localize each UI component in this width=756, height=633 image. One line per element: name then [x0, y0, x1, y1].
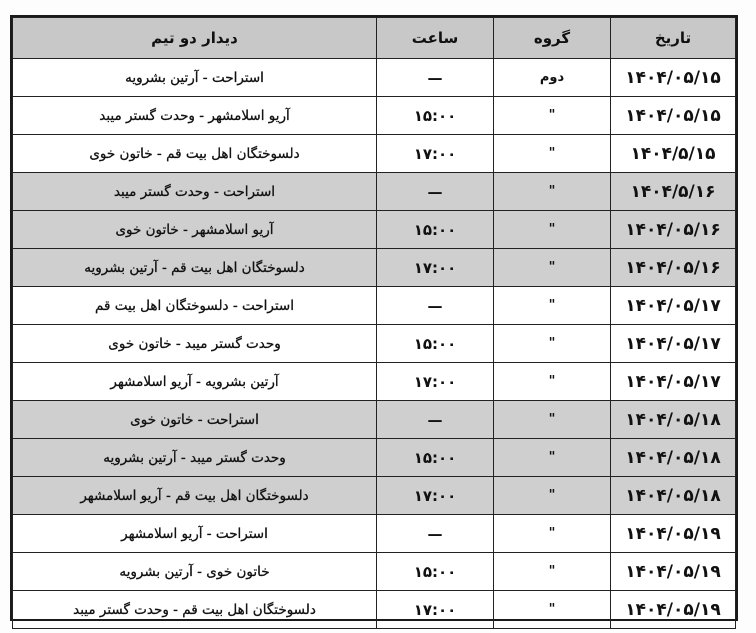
date-cell: ۱۴۰۴/۰۵/۱۸ — [611, 401, 736, 439]
time-cell: — — [377, 515, 494, 553]
group-cell: " — [494, 553, 611, 591]
time-cell: ۱۵:۰۰ — [377, 553, 494, 591]
group-cell: " — [494, 97, 611, 135]
time-cell: ۱۷:۰۰ — [377, 249, 494, 287]
table-row — [13, 591, 736, 629]
date-cell: ۱۴۰۴/۰۵/۱۵ — [611, 97, 736, 135]
table-row — [13, 553, 736, 591]
match-schedule-table — [12, 17, 736, 629]
time-cell: ۱۵:۰۰ — [377, 325, 494, 363]
table-row — [13, 477, 736, 515]
match-cell: استراحت - آرتین بشرویه — [13, 59, 377, 97]
table-row — [13, 211, 736, 249]
match-cell: دلسوختگان اهل بیت قم - خاتون خوی — [13, 135, 377, 173]
date-cell: ۱۴۰۴/۰۵/۱۵ — [611, 59, 736, 97]
group-cell: " — [494, 325, 611, 363]
group-cell: " — [494, 287, 611, 325]
date-cell: ۱۴۰۴/۰۵/۱۸ — [611, 439, 736, 477]
table-row — [13, 59, 736, 97]
group-cell: " — [494, 515, 611, 553]
header-group: گروه — [494, 18, 611, 59]
time-cell: ۱۷:۰۰ — [377, 591, 494, 629]
table-row — [13, 97, 736, 135]
match-cell: دلسوختگان اهل بیت قم - وحدت گستر میبد — [13, 591, 377, 629]
table-row — [13, 135, 736, 173]
date-cell: ۱۴۰۴/۰۵/۱۷ — [611, 287, 736, 325]
match-cell: آریو اسلامشهر - خاتون خوی — [13, 211, 377, 249]
table-row — [13, 249, 736, 287]
group-cell: " — [494, 211, 611, 249]
table-row — [13, 173, 736, 211]
match-cell: آرتین بشرویه - آریو اسلامشهر — [13, 363, 377, 401]
date-cell: ۱۴۰۴/۰۵/۱۶ — [611, 249, 736, 287]
date-cell: ۱۴۰۴/۰۵/۱۷ — [611, 363, 736, 401]
time-cell: ۱۷:۰۰ — [377, 477, 494, 515]
group-cell: " — [494, 591, 611, 629]
group-cell: " — [494, 135, 611, 173]
date-cell: ۱۴۰۴/۰۵/۱۸ — [611, 477, 736, 515]
time-cell: — — [377, 59, 494, 97]
time-cell: ۱۵:۰۰ — [377, 211, 494, 249]
group-cell: " — [494, 249, 611, 287]
date-cell: ۱۴۰۴/۰۵/۱۷ — [611, 325, 736, 363]
group-cell: دوم — [494, 59, 611, 97]
time-cell: — — [377, 173, 494, 211]
schedule-sheet — [10, 15, 738, 621]
match-cell: استراحت - دلسوختگان اهل بیت قم — [13, 287, 377, 325]
table-row — [13, 287, 736, 325]
group-cell: " — [494, 477, 611, 515]
group-cell: " — [494, 173, 611, 211]
time-cell: ۱۵:۰۰ — [377, 97, 494, 135]
group-cell: " — [494, 401, 611, 439]
date-cell: ۱۴۰۴/۵/۱۶ — [611, 173, 736, 211]
time-cell: ۱۵:۰۰ — [377, 439, 494, 477]
match-cell: استراحت - آریو اسلامشهر — [13, 515, 377, 553]
date-cell: ۱۴۰۴/۰۵/۱۹ — [611, 515, 736, 553]
table-row — [13, 325, 736, 363]
header-time: ساعت — [377, 18, 494, 59]
match-cell: وحدت گستر میبد - خاتون خوی — [13, 325, 377, 363]
date-cell: ۱۴۰۴/۰۵/۱۶ — [611, 211, 736, 249]
match-cell: استراحت - خاتون خوی — [13, 401, 377, 439]
time-cell: ۱۷:۰۰ — [377, 135, 494, 173]
table-row — [13, 401, 736, 439]
date-cell: ۱۴۰۴/۵/۱۵ — [611, 135, 736, 173]
match-cell: خاتون خوی - آرتین بشرویه — [13, 553, 377, 591]
match-cell: دلسوختگان اهل بیت قم - آریو اسلامشهر — [13, 477, 377, 515]
header-row — [13, 18, 736, 59]
time-cell: — — [377, 287, 494, 325]
match-cell: استراحت - وحدت گستر میبد — [13, 173, 377, 211]
header-match: دیدار دو تیم — [13, 18, 377, 59]
table-row — [13, 439, 736, 477]
time-cell: ۱۷:۰۰ — [377, 363, 494, 401]
match-cell: دلسوختگان اهل بیت قم - آرتین بشرویه — [13, 249, 377, 287]
date-cell: ۱۴۰۴/۰۵/۱۹ — [611, 553, 736, 591]
table-row — [13, 515, 736, 553]
group-cell: " — [494, 363, 611, 401]
match-cell: آریو اسلامشهر - وحدت گستر میبد — [13, 97, 377, 135]
match-cell: وحدت گستر میبد - آرتین بشرویه — [13, 439, 377, 477]
time-cell: — — [377, 401, 494, 439]
group-cell: " — [494, 439, 611, 477]
date-cell: ۱۴۰۴/۰۵/۱۹ — [611, 591, 736, 629]
header-date: تاریخ — [611, 18, 736, 59]
table-row — [13, 363, 736, 401]
